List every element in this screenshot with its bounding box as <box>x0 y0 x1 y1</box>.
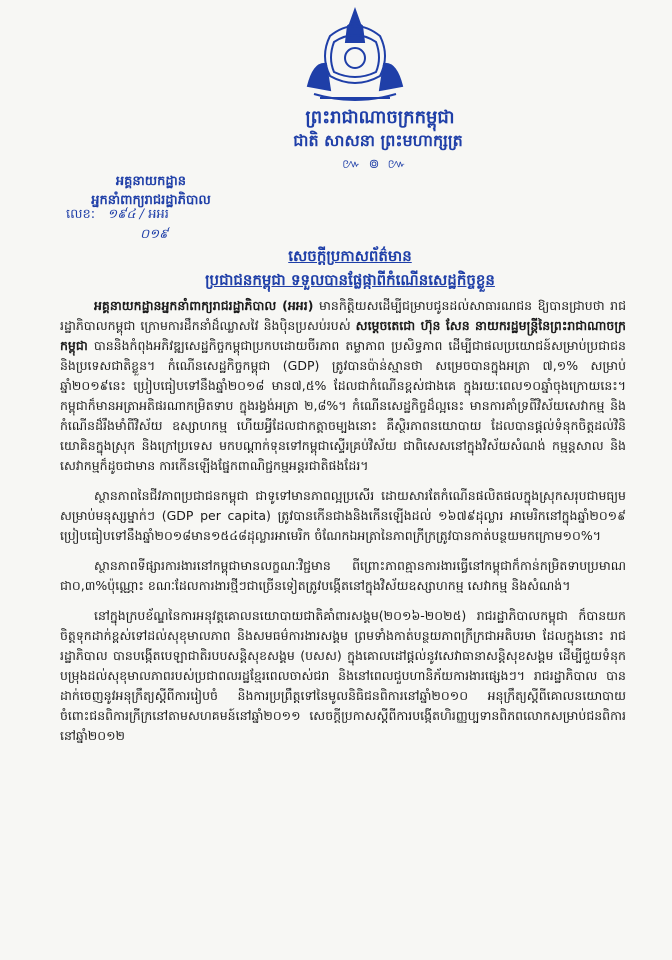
document-title <box>150 244 550 292</box>
reference-label: លេខ: <box>66 207 96 222</box>
reference-year: ០១៩ <box>140 227 169 242</box>
prime-minister-bold: សម្តេចតេជោ ហ៊ុន សែន នាយករដ្ឋមន្ត្រីនៃព្រះរាជាណាចក្រកម្ពុជា <box>60 318 626 353</box>
paragraph-2: ស្ថានភាពនៃជីវភាពប្រជាជនកម្ពុជា ជាទូទៅមានភាពល្អប្រសើរ ដោយសារតែកំណើនផលិតផលក្នុងស្រុកសរុបជាមធ្យមសម្រាប់មនុស្សម្នាក់ៗ (GDP per capita) ត្រូវបានកើនជាងនិងកើនឡើងដល់ ១៦៧៩ដុល្លារ អាមេរិកនៅក្នុងឆ្នាំ២០១៩ ប្រៀបធៀបទៅនឹងឆ្នាំ២០១៨មាន១៥៤៨ដុល្លារអាមេរិក ចំណែកឯអត្រានៃភាពក្រីក្រត្រូវបានកាត់បន្ថយមកក្រោម១០%។ <box>60 488 626 543</box>
paragraph-1-part-a: មានកិត្តិយសដើម្បីជម្រាបជូនដល់សាធារណជន ឱ្យបានជ្រាបថា រាជរដ្ឋាភិបាលកម្ពុជា ក្រោមការដឹកនាំដ៏ឈ្លាសវៃ និងប៉ិនប្រសប់របស់ <box>60 298 627 333</box>
title-line-2: ប្រជាជនកម្ពុជា ទទួលបានផ្លែផ្កាពីកំណើនសេដ្ឋកិច្ចខ្លួន <box>205 271 495 289</box>
paragraph-3: ស្ថានភាពទីផ្សារការងារនៅកម្ពុជាមានលក្ខណៈវិជ្ជមាន ពីព្រោះភាពគ្មានការងារធ្វើនៅកម្ពុជាក៏កាន់កម្រិតទាបប្រមាណជា០,៣%ប៉ុណ្ណោះ ខណៈដែលការងារថ្មីៗជាច្រើនទៀតត្រូវបង្កើតនៅក្នុងវិស័យឧស្សាហកម្ម សេវាកម្ម និងសំណង់។ <box>60 558 626 593</box>
title-line-1: សេចក្តីប្រកាសព័ត៌មាន <box>288 247 412 265</box>
reference-suffix: អអរ <box>148 207 169 222</box>
sender-line-2: អ្នកនាំពាក្យរាជរដ្ឋាភិបាល <box>91 193 211 208</box>
document-body <box>60 296 626 756</box>
paragraph-4: នៅក្នុងក្របខ័ណ្ឌនៃការអនុវត្តគោលនយោបាយជាតិគាំពារសង្គម(២០១៦-២០២៥) រាជរដ្ឋាភិបាលកម្ពុជា ក៏បានយកចិត្តទុកដាក់ខ្ពស់ទៅដល់សុខុមាលភាព និងសមធម៌ការងារសង្គម ព្រមទាំងកាត់បន្ថយភាពក្រីក្រជាអតិបរមា ដែលក្នុងនោះ រាជរដ្ឋាភិបាល បានបង្កើតបេឡាជាតិរបបសន្តិសុខសង្គម (បសស) ក្នុងគោលដៅផ្តល់នូវសេវាធានាសន្តិសុខសង្គម ដើម្បីជួយទំនុកបម្រុងដល់សុខុមាលភាពរបស់ប្រជាពលរដ្ឋខ្មែរពេលចាស់ជរា និងនៅពេលជួបហានិភ័យការងារផ្សេងៗ។ រាជរដ្ឋាភិបាល បានដាក់ចេញនូវអនុក្រឹត្យស្តីពីការរៀបចំ និងការប្រព្រឹត្តទៅនៃមូលនិធិជនពិការនៅឆ្នាំ២០១០ អនុក្រឹត្យស្តីពីគោលនយោបាយចំពោះជនពិការក្រីក្រនៅតាមសហគមន៍នៅឆ្នាំ២០១១ សេចក្តីប្រកាសស្តីពីការបង្កើតហិរញ្ញប្បទានពិភពលោកសម្រាប់ជនពិការនៅឆ្នាំ២០១២ <box>60 608 626 743</box>
kingdom-heading: ព្រះរាជាណាចក្រកម្ពុជា <box>305 107 455 128</box>
ornament-divider: ៚ ៙ ៚ <box>342 157 408 172</box>
paragraph-1-part-b: បាននិងកំពុងអភិវឌ្ឍសេដ្ឋកិច្ចកម្ពុជាប្រកបដោយចីរភាព តម្លាភាព ប្រសិទ្ធភាព ដើម្បីជាផលប្រយោជន៍សម្រាប់ប្រជាជន និងប្រទេសជាតិខ្លួន។ កំណើនសេដ្ឋកិច្ចកម្ពុជា (GDP) ត្រូវបានប៉ាន់ស្មានថា សម្រេចបានក្នុងអត្រា ៧,១% សម្រាប់ឆ្នាំ២០១៩នេះ ប្រៀបធៀបទៅនឹងឆ្នាំ២០១៨ មាន៧,៥% ដែលជាកំណើនខ្ពស់ជាងគេ ក្នុងរយៈពេល១០ឆ្នាំចុងក្រោយនេះ។ កម្ពុជាក៏មានអត្រាអតិផរណាកម្រិតទាប ក្នុងរង្វង់អត្រា ២,៨%។ កំណើនសេដ្ឋកិច្ចដ៏ល្អនេះ មានការគាំទ្រពីវិស័យសេវាកម្ម និងកំណើនដ៏រឹងមាំពីវិស័យ ឧស្សាហកម្ម ហើយអ្វីដែលជាកត្តាចម្បងនោះ គឺស្ថិរភាពនយោបាយ ដែលបានផ្តល់ទំនុកចិត្តដល់វិនិយោគិនក្នុងស្រុក និងក្រៅប្រទេស មកបណ្តាក់ទុនទៅកម្ពុជាស្ទើរគ្រប់វិស័យ ជាពិសេសនៅក្នុងវិស័យសំណង់ កម្មន្តសាល និង សេវាកម្មក៏ដូចជាមាន ការកើនឡើងផ្នែកពាណិជ្ជកម្មអន្តរជាតិផងដែរ។ <box>60 338 626 473</box>
reference-number: ១៩៤ / <box>107 207 145 222</box>
royal-emblem-icon <box>300 6 410 104</box>
paragraph-1 <box>60 296 626 476</box>
national-motto: ជាតិ សាសនា ព្រះមហាក្សត្រ <box>293 131 463 150</box>
agency-name-bold: អគ្គនាយកដ្ឋានអ្នកនាំពាក្យរាជរដ្ឋាភិបាល (អអរ) <box>94 298 314 313</box>
sender-line-1: អគ្គនាយកដ្ឋាន <box>115 174 187 189</box>
sender-block <box>66 172 236 210</box>
reference-line <box>66 206 169 225</box>
